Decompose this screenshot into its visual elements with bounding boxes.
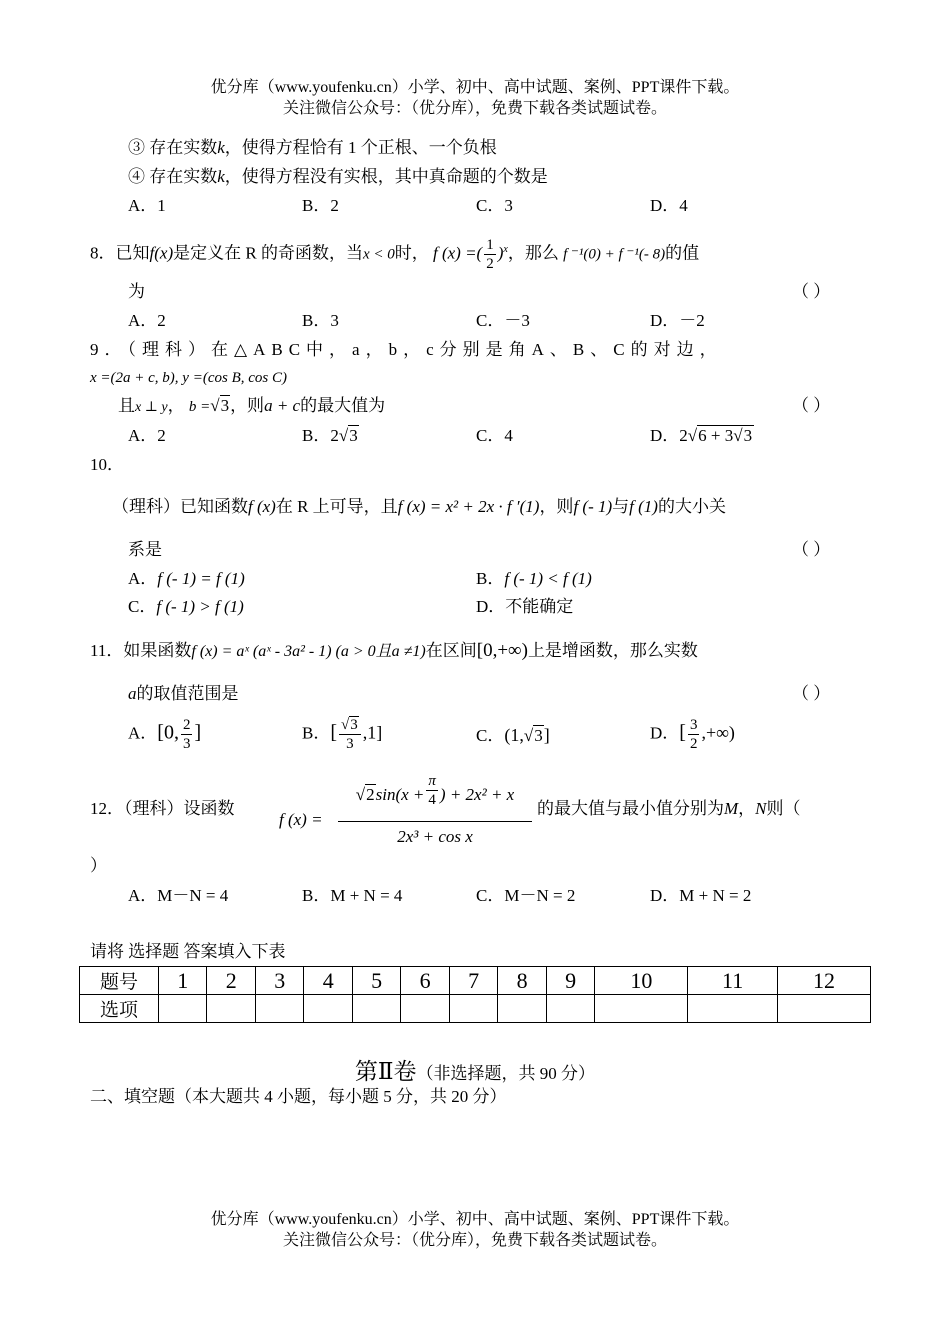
answer-cell[interactable] [401,995,449,1023]
q11-stem-line-2: a的取值范围是 [128,684,239,703]
q7-option-b: B．2 [302,196,339,215]
answer-cell[interactable] [688,995,778,1023]
q10-answer-paren: （ ） [792,540,831,559]
question-number-cell: 5 [352,967,400,995]
question-number-cell: 3 [255,967,303,995]
part2-title: 第Ⅱ卷（非选择题，共 90 分） [354,1059,596,1084]
q7-statement-4: ④ 存在实数k，使得方程没有实根，其中真命题的个数是 [128,167,548,186]
q10-option-d: D．不能确定 [476,597,574,616]
q10-stem-line-2: 系是 [128,540,162,559]
q11-option-b: B．[ $\frac{√3}{3}$ ,1] [302,717,383,752]
q9-option-c: C．4 [476,426,513,445]
q8-option-d: D．－2 [650,311,705,330]
q11-option-d: D．[ $\frac{3}{2}$ ,+∞) [650,717,735,752]
q11-answer-paren: （ ） [792,684,831,703]
q9-answer-paren: （ ） [792,396,831,415]
question-number-cell: 7 [449,967,497,995]
answer-cell[interactable] [255,995,303,1023]
q9-condition: 且x ⊥ y， b =√3，则a + c的最大值为 [118,396,386,415]
answer-table-answer-row [80,995,871,1023]
q12-stem-intro: 12．（理科）设函数 [90,799,235,818]
q11-option-a: A．[0, $\frac{2}{3}$ ] [128,717,202,752]
q12-stem-line-2: ） [90,856,107,875]
question-number-cell: 6 [401,967,449,995]
q7-option-a: A．1 [128,196,166,215]
q12-option-b: B．M + N = 4 [302,886,403,905]
answer-cell[interactable] [207,995,255,1023]
question-number-cell: 4 [304,967,352,995]
q12-stem-rest: 的最大值与最小值分别为M，N则（ [537,799,801,818]
q10-number: 10． [90,455,124,474]
footer-line-2: 关注微信公众号：（优分库），免费下载各类试题试卷。 [282,1232,667,1249]
q10-stem: （理科）已知函数f (x)在 R 上可导，且f (x) = x² + 2x · f ′(1)，则f (- 1)与f (1)的大小关 [112,497,726,516]
answer-cell[interactable] [304,995,352,1023]
q12-denominator: 2x³ + cos x [397,827,473,846]
answer-table [79,966,871,1023]
part2-section-heading: 二、填空题（本大题共 4 小题，每小题 5 分，共 20 分） [90,1087,507,1106]
q7-option-d: D．4 [650,196,688,215]
question-number-cell: 12 [777,967,870,995]
q10-option-c: C．f (- 1) > f (1) [128,597,244,616]
question-number-cell: 10 [595,967,688,995]
answer-cell[interactable] [546,995,594,1023]
q12-option-c: C．M－N = 2 [476,886,576,905]
q9-vectors: x =(2a + c, b), y =(cos B, cos C) [90,370,287,386]
question-number-cell: 11 [688,967,778,995]
question-number-cell: 8 [498,967,546,995]
answer-cell[interactable] [777,995,870,1023]
answer-cell[interactable] [352,995,400,1023]
q7-statement-3: ③ 存在实数k，使得方程恰有 1 个正根、一个负根 [128,138,497,157]
q7-option-c: C．3 [476,196,513,215]
q8-stem-line-2: 为 [128,282,145,301]
q8-option-b: B．3 [302,311,339,330]
answer-cell[interactable] [595,995,688,1023]
q9-option-a: A．2 [128,426,166,445]
footer-line-1: 优分库（www.youfenku.cn）小学、初中、高中试题、案例、PPT课件下载。 [210,1211,740,1228]
q8-option-c: C．－3 [476,311,530,330]
q11-option-c: C．(1,√3] [476,725,550,745]
answer-cell[interactable] [159,995,207,1023]
q9-option-b: B．2√3 [302,426,358,445]
answer-cell[interactable] [449,995,497,1023]
q9-option-d: D．2√6 + 3√3 [650,426,753,445]
q12-option-d: D．M + N = 2 [650,886,752,905]
q10-option-b: B．f (- 1) < f (1) [476,569,592,588]
answer-cell[interactable] [498,995,546,1023]
question-number-cell: 9 [546,967,594,995]
q9-stem: 9．（理科）在△ABC中，a，b，c分别是角A、B、C的对边， [90,340,723,359]
q8-stem: 8．已知f(x)是定义在 R 的奇函数，当x < 0时， f (x) =( $\frac{1}{2}$ )$^x$，那么 f ⁻¹(0) + f ⁻¹(- 8)的值 [90,237,700,272]
q12-numerator: √2sin(x + $\frac{\pi}{4}$ ) + 2x² + x [355,773,515,808]
answer-table-header-row [80,967,871,995]
question-number-cell: 2 [207,967,255,995]
q8-answer-paren: （ ） [792,282,831,301]
q12-fraction-bar [338,821,532,822]
q8-option-a: A．2 [128,311,166,330]
q12-function-lhs: f (x) = [279,810,323,829]
header-line-2: 关注微信公众号：（优分库），免费下载各类试题试卷。 [282,100,667,117]
q10-option-a: A．f (- 1) = f (1) [128,569,245,588]
answer-table-row-label: 选项 [80,995,159,1023]
q12-option-a: A．M－N = 4 [128,886,229,905]
question-number-cell: 1 [159,967,207,995]
answer-table-caption: 请将 选择题 答案填入下表 [90,942,286,961]
answer-table-row-label: 题号 [80,967,159,995]
header-line-1: 优分库（www.youfenku.cn）小学、初中、高中试题、案例、PPT课件下载。 [210,79,740,96]
q11-stem: 11．如果函数f (x) = aˣ (aˣ - 3a² - 1) (a > 0且a ≠1)在区间[0,+∞)上是增函数，那么实数 [90,640,698,661]
